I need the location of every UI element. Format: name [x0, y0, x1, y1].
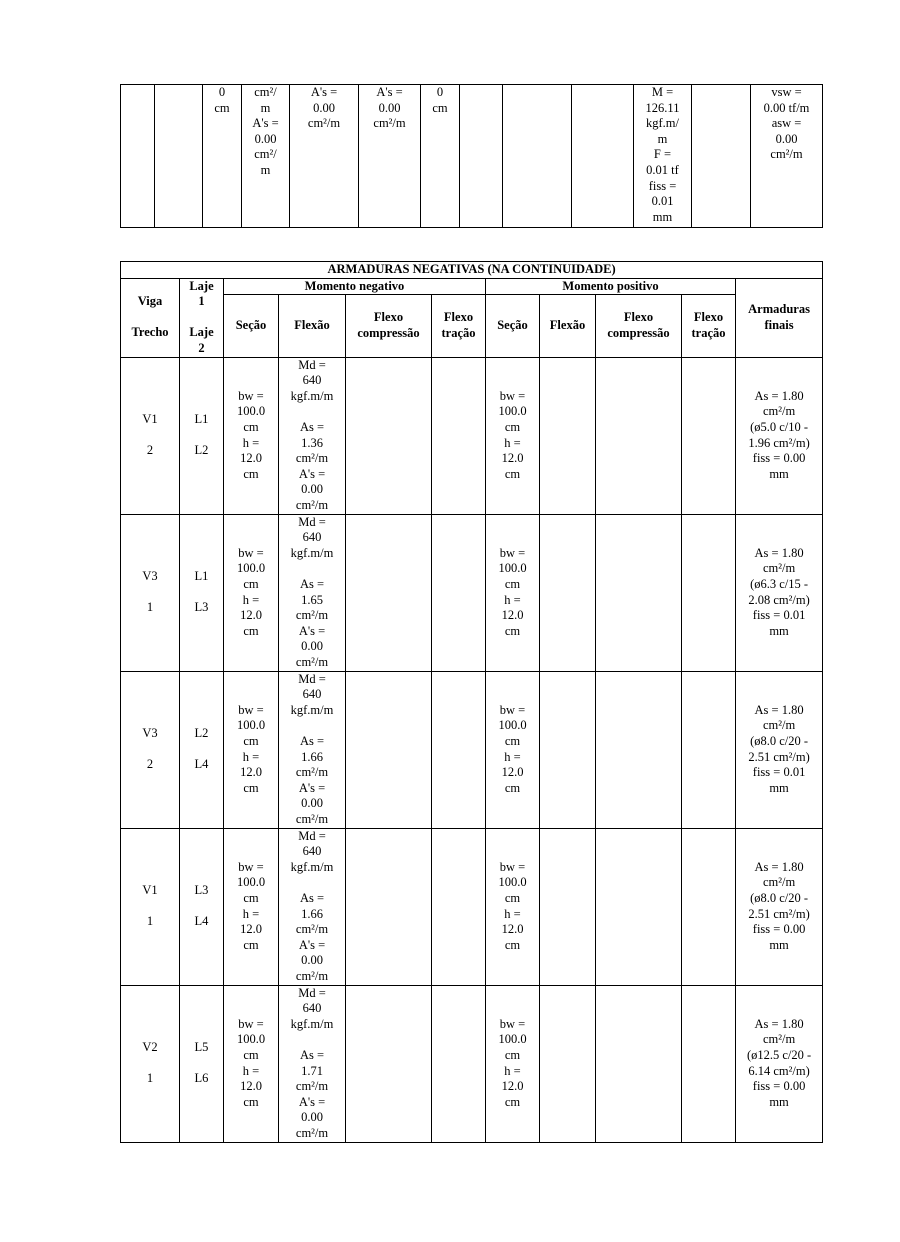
flexo-compressao-pos-cell: [596, 828, 682, 985]
secao-neg-cell: bw = 100.0 cm h = 12.0 cm: [224, 671, 279, 828]
secao-pos-cell: bw = 100.0 cm h = 12.0 cm: [486, 828, 540, 985]
lajes-cell: L1 L3: [180, 514, 224, 671]
flexo-tracao-pos-header: Flexo tração: [682, 295, 736, 357]
flexo-tracao-pos-cell: [682, 671, 736, 828]
table-cell: vsw = 0.00 tf/m asw = 0.00 cm²/m: [751, 85, 823, 228]
lajes-cell: L5 L6: [180, 985, 224, 1142]
table-title-row: [121, 262, 823, 279]
secao-pos-cell: bw = 100.0 cm h = 12.0 cm: [486, 514, 540, 671]
table-cell: [503, 85, 572, 228]
table-title: ARMADURAS NEGATIVAS (NA CONTINUIDADE): [121, 262, 823, 279]
viga-trecho-cell: V1 2: [121, 357, 180, 514]
flexo-tracao-neg-cell: [432, 357, 486, 514]
flexo-compressao-pos-header: Flexo compressão: [596, 295, 682, 357]
flexo-tracao-neg-cell: [432, 671, 486, 828]
momento-positivo-header: Momento positivo: [486, 278, 736, 295]
flexo-tracao-neg-header: Flexo tração: [432, 295, 486, 357]
flexao-pos-header: Flexão: [540, 295, 596, 357]
flexo-compressao-neg-cell: [346, 671, 432, 828]
secao-neg-header: Seção: [224, 295, 279, 357]
flexo-tracao-pos-cell: [682, 828, 736, 985]
flexo-tracao-pos-cell: [682, 985, 736, 1142]
flexo-compressao-neg-cell: [346, 514, 432, 671]
secao-pos-cell: bw = 100.0 cm h = 12.0 cm: [486, 671, 540, 828]
flexo-compressao-pos-cell: [596, 985, 682, 1142]
flexao-pos-cell: [540, 514, 596, 671]
secao-pos-cell: bw = 100.0 cm h = 12.0 cm: [486, 357, 540, 514]
viga-trecho-cell: V1 1: [121, 828, 180, 985]
armaduras-finais-cell: As = 1.80 cm²/m (ø6.3 c/15 - 2.08 cm²/m) fiss = 0.01 mm: [736, 514, 823, 671]
flexao-pos-cell: [540, 671, 596, 828]
lajes-cell: L2 L4: [180, 671, 224, 828]
secao-neg-cell: bw = 100.0 cm h = 12.0 cm: [224, 985, 279, 1142]
secao-neg-cell: bw = 100.0 cm h = 12.0 cm: [224, 514, 279, 671]
flexao-pos-cell: [540, 985, 596, 1142]
momento-negativo-header: Momento negativo: [224, 278, 486, 295]
table-cell: [572, 85, 634, 228]
laje-header: Laje 1 Laje 2: [180, 278, 224, 357]
table-row: [121, 671, 823, 828]
flexo-tracao-pos-cell: [682, 514, 736, 671]
lajes-cell: L1 L2: [180, 357, 224, 514]
flexo-compressao-pos-cell: [596, 514, 682, 671]
viga-trecho-header: Viga Trecho: [121, 278, 180, 357]
table-cell: A's = 0.00 cm²/m: [290, 85, 359, 228]
viga-trecho-cell: V3 2: [121, 671, 180, 828]
flexo-tracao-neg-cell: [432, 514, 486, 671]
flexao-pos-cell: [540, 828, 596, 985]
flexo-tracao-neg-cell: [432, 985, 486, 1142]
table-row: [121, 85, 823, 228]
negative-reinforcement-table: [120, 261, 823, 1143]
armaduras-finais-cell: As = 1.80 cm²/m (ø8.0 c/20 - 2.51 cm²/m) fiss = 0.00 mm: [736, 828, 823, 985]
lajes-cell: L3 L4: [180, 828, 224, 985]
flexao-neg-cell: Md = 640 kgf.m/m As = 1.71 cm²/m A's = 0.00 cm²/m: [279, 985, 346, 1142]
flexao-neg-cell: Md = 640 kgf.m/m As = 1.65 cm²/m A's = 0.00 cm²/m: [279, 514, 346, 671]
flexo-compressao-pos-cell: [596, 671, 682, 828]
table-row: [121, 514, 823, 671]
armaduras-finais-cell: As = 1.80 cm²/m (ø8.0 c/20 - 2.51 cm²/m) fiss = 0.01 mm: [736, 671, 823, 828]
armaduras-finais-header: Armaduras finais: [736, 278, 823, 357]
table-cell: M = 126.11 kgf.m/ m F = 0.01 tf fiss = 0.01 mm: [634, 85, 692, 228]
flexo-tracao-neg-cell: [432, 828, 486, 985]
table-cell: [692, 85, 751, 228]
table-cell: [155, 85, 203, 228]
flexao-neg-cell: Md = 640 kgf.m/m As = 1.66 cm²/m A's = 0.00 cm²/m: [279, 828, 346, 985]
table-row: [121, 357, 823, 514]
table-cell: cm²/ m A's = 0.00 cm²/ m: [242, 85, 290, 228]
flexo-tracao-pos-cell: [682, 357, 736, 514]
table-cell: [460, 85, 503, 228]
secao-pos-header: Seção: [486, 295, 540, 357]
flexo-compressao-neg-cell: [346, 828, 432, 985]
flexo-compressao-pos-cell: [596, 357, 682, 514]
secao-neg-cell: bw = 100.0 cm h = 12.0 cm: [224, 828, 279, 985]
flexao-neg-cell: Md = 640 kgf.m/m As = 1.36 cm²/m A's = 0.00 cm²/m: [279, 357, 346, 514]
flexao-neg-header: Flexão: [279, 295, 346, 357]
table-cell: [121, 85, 155, 228]
table-subheader-row: [121, 295, 823, 357]
armaduras-finais-cell: As = 1.80 cm²/m (ø12.5 c/20 - 6.14 cm²/m) fiss = 0.00 mm: [736, 985, 823, 1142]
table-row: [121, 828, 823, 985]
flexao-pos-cell: [540, 357, 596, 514]
flexo-compressao-neg-header: Flexo compressão: [346, 295, 432, 357]
table-cell: 0 cm: [421, 85, 460, 228]
secao-pos-cell: bw = 100.0 cm h = 12.0 cm: [486, 985, 540, 1142]
flexo-compressao-neg-cell: [346, 985, 432, 1142]
table-group-header-row: [121, 278, 823, 295]
table-cell: 0 cm: [203, 85, 242, 228]
viga-trecho-cell: V3 1: [121, 514, 180, 671]
flexao-neg-cell: Md = 640 kgf.m/m As = 1.66 cm²/m A's = 0.00 cm²/m: [279, 671, 346, 828]
flexo-compressao-neg-cell: [346, 357, 432, 514]
armaduras-finais-cell: As = 1.80 cm²/m (ø5.0 c/10 - 1.96 cm²/m) fiss = 0.00 mm: [736, 357, 823, 514]
viga-trecho-cell: V2 1: [121, 985, 180, 1142]
previous-table-fragment: [120, 84, 823, 228]
table-row: [121, 985, 823, 1142]
table-cell: A's = 0.00 cm²/m: [359, 85, 421, 228]
secao-neg-cell: bw = 100.0 cm h = 12.0 cm: [224, 357, 279, 514]
